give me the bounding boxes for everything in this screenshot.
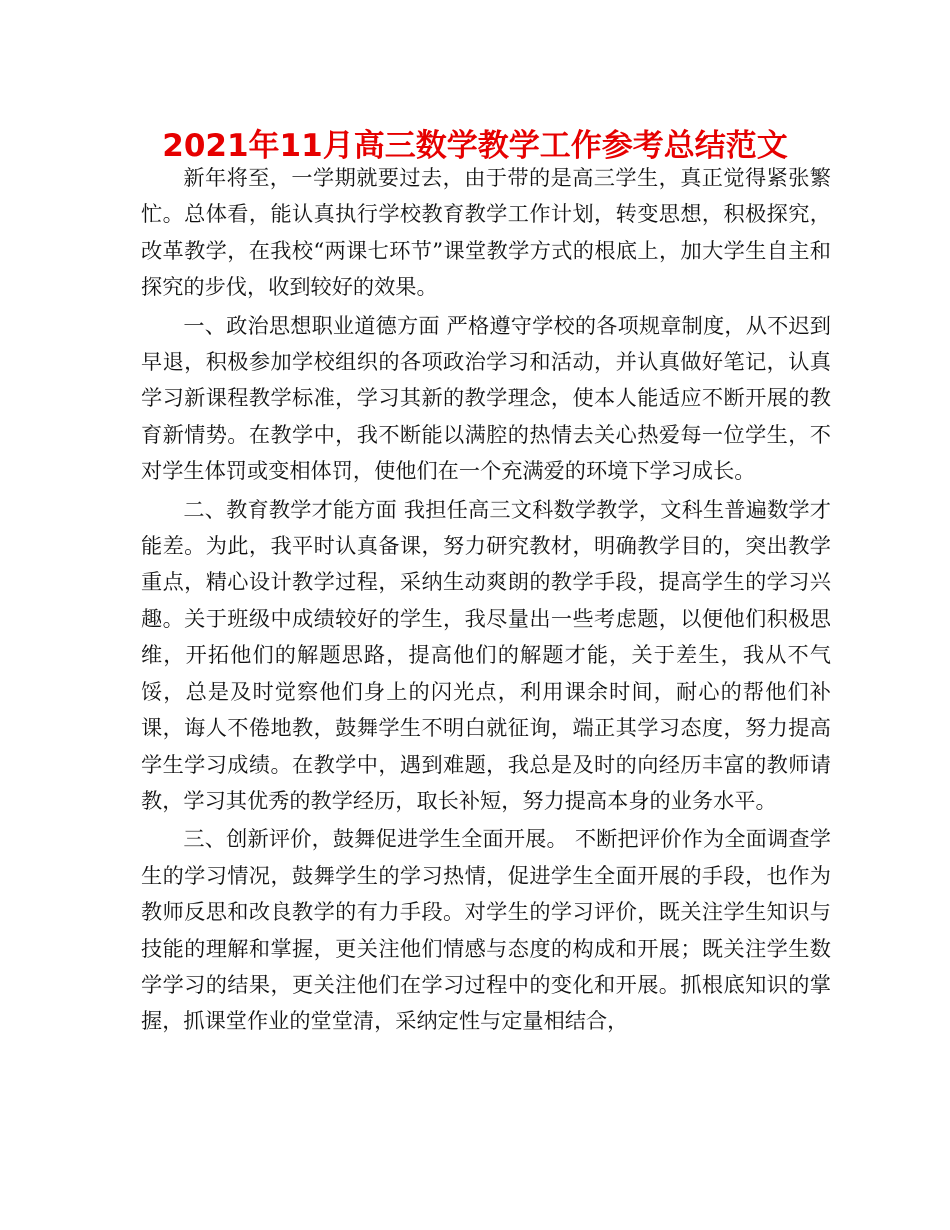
paragraph-intro: 新年将至，一学期就要过去，由于带的是高三学生，真正觉得紧张繁忙。总体看，能认真执行学校教育教学工作计划，转变思想，积极探究，改革教学，在我校“两课七环节”课堂教学方式的根底上，加大学生自主和探究的步伐，收到较好的效果。 bbox=[141, 165, 831, 300]
document-body bbox=[141, 160, 831, 1042]
document-title: 2021年11月高三数学教学工作参考总结范文 bbox=[162, 128, 788, 164]
paragraph-section-3: 三、创新评价，鼓舞促进学生全面开展。 不断把评价作为全面调查学生的学习情况，鼓舞学生的学习热情，促进学生全面开展的手段，也作为教师反思和改良教学的有力手段。对学生的学习评价，既关注学生知识与技能的理解和掌握，更关注他们情感与态度的构成和开展；既关注学生数学学习的结果，更关注他们在学习过程中的变化和开展。抓根底知识的掌握，抓课堂作业的堂堂清，采纳定性与定量相结合， bbox=[141, 826, 831, 1034]
paragraph-section-1: 一、政治思想职业道德方面 严格遵守学校的各项规章制度，从不迟到早退，积极参加学校组织的各项政治学习和活动，并认真做好笔记，认真学习新课程教学标准，学习其新的教学理念，使本人能适应不断开展的教育新情势。在教学中，我不断能以满腔的热情去关心热爱每一位学生，不对学生体罚或变相体罚，使他们在一个充满爱的环境下学习成长。 bbox=[141, 312, 831, 484]
paragraph-section-2: 二、教育教学才能方面 我担任高三文科数学教学，文科生普遍数学才能差。为此，我平时认真备课，努力研究教材，明确教学目的，突出教学重点，精心设计教学过程，采纳生动爽朗的教学手段，提高学生的学习兴趣。关于班级中成绩较好的学生，我尽量出一些考虑题，以便他们积极思维，开拓他们的解题思路，提高他们的解题才能，关于差生，我从不气馁，总是及时觉察他们身上的闪光点，利用课余时间，耐心的帮他们补课，诲人不倦地教，鼓舞学生不明白就征询，端正其学习态度，努力提高学生学习成绩。在教学中，遇到难题，我总是及时的向经历丰富的教师请教，学习其优秀的教学经历，取长补短，努力提高本身的业务水平。 bbox=[141, 496, 831, 813]
